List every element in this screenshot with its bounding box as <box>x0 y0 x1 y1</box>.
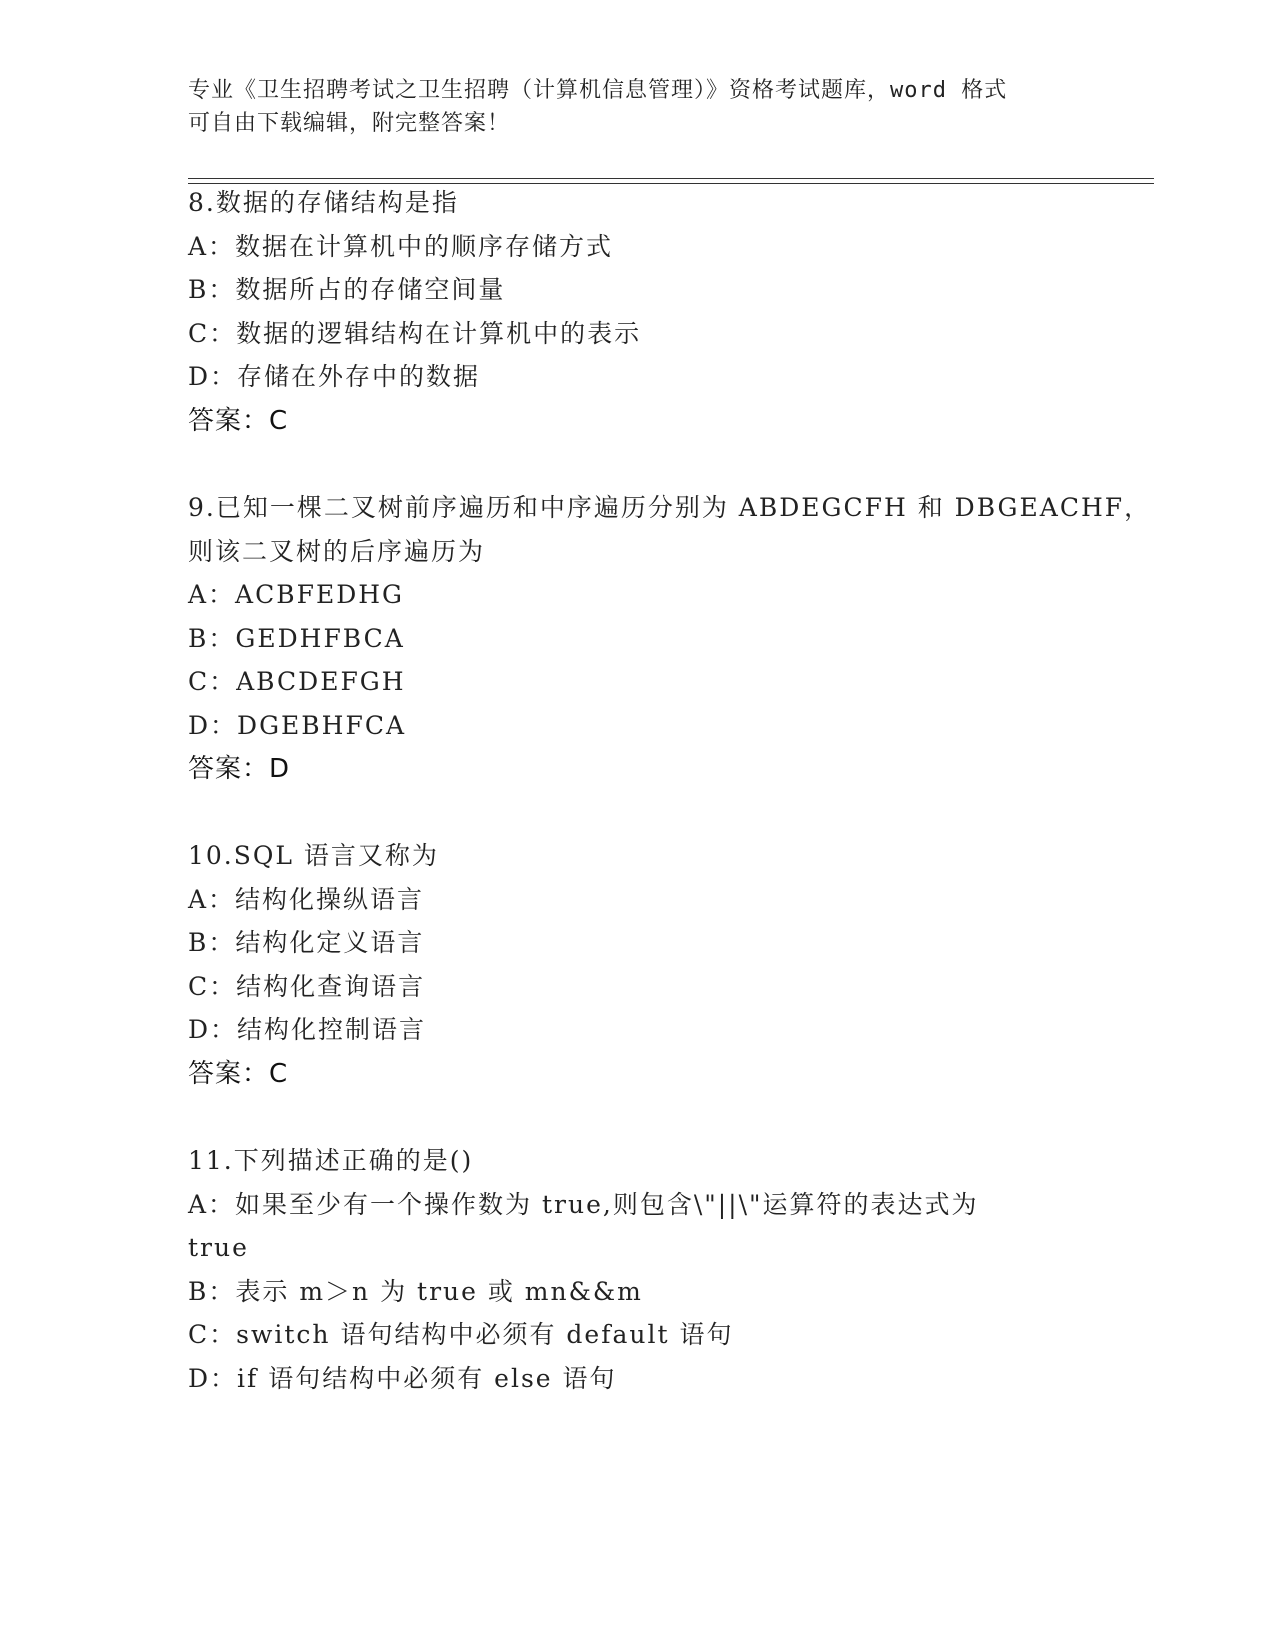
question-8-stem: 8.数据的存储结构是指 <box>188 188 459 217</box>
question-11-option-a-line-2: true <box>188 1233 249 1262</box>
question-11-option-c: C：switch 语句结构中必须有 default 语句 <box>188 1320 734 1349</box>
question-10-option-a: A：结构化操纵语言 <box>188 885 425 914</box>
question-8-option-a: A：数据在计算机中的顺序存储方式 <box>188 232 614 261</box>
question-9-option-d: D：DGEBHFCA <box>188 711 407 740</box>
header-line-1: 专业《卫生招聘考试之卫生招聘（计算机信息管理）》资格考试题库，word 格式 <box>188 78 1008 103</box>
header-line-2: 可自由下载编辑，附完整答案！ <box>188 111 511 136</box>
question-11-option-a-line-1: A：如果至少有一个操作数为 true,则包含\"||\"运算符的表达式为 <box>188 1190 979 1219</box>
question-8-option-c: C：数据的逻辑结构在计算机中的表示 <box>188 319 642 348</box>
question-11-stem: 11.下列描述正确的是() <box>188 1146 474 1175</box>
question-10-option-d: D：结构化控制语言 <box>188 1015 427 1044</box>
question-9-option-c: C：ABCDEFGH <box>188 667 406 696</box>
question-9-option-a: A：ACBFEDHG <box>188 580 405 609</box>
question-9-answer: 答案：D <box>188 754 291 784</box>
question-9-stem-line-1: 9.已知一棵二叉树前序遍历和中序遍历分别为 ABDEGCFH 和 DBGEACHF， <box>188 493 1152 522</box>
question-8-option-d: D：存储在外存中的数据 <box>188 362 481 391</box>
question-8-answer: 答案：C <box>188 406 289 436</box>
question-9-stem-line-2: 则该二叉树的后序遍历为 <box>188 537 486 566</box>
header-rule-top <box>188 178 1154 179</box>
question-11-option-d: D：if 语句结构中必须有 else 语句 <box>188 1364 617 1393</box>
question-8-option-b: B：数据所占的存储空间量 <box>188 275 506 304</box>
question-9-option-b: B：GEDHFBCA <box>188 624 405 653</box>
question-10-option-b: B：结构化定义语言 <box>188 928 425 957</box>
document-header <box>188 74 1088 140</box>
question-11-option-b: B：表示 m＞n 为 true 或 mn&&m <box>188 1277 643 1306</box>
header-rule-bottom <box>188 183 1154 184</box>
question-10-option-c: C：结构化查询语言 <box>188 972 426 1001</box>
question-10-answer: 答案：C <box>188 1059 289 1089</box>
question-10-stem: 10.SQL 语言又称为 <box>188 841 439 870</box>
